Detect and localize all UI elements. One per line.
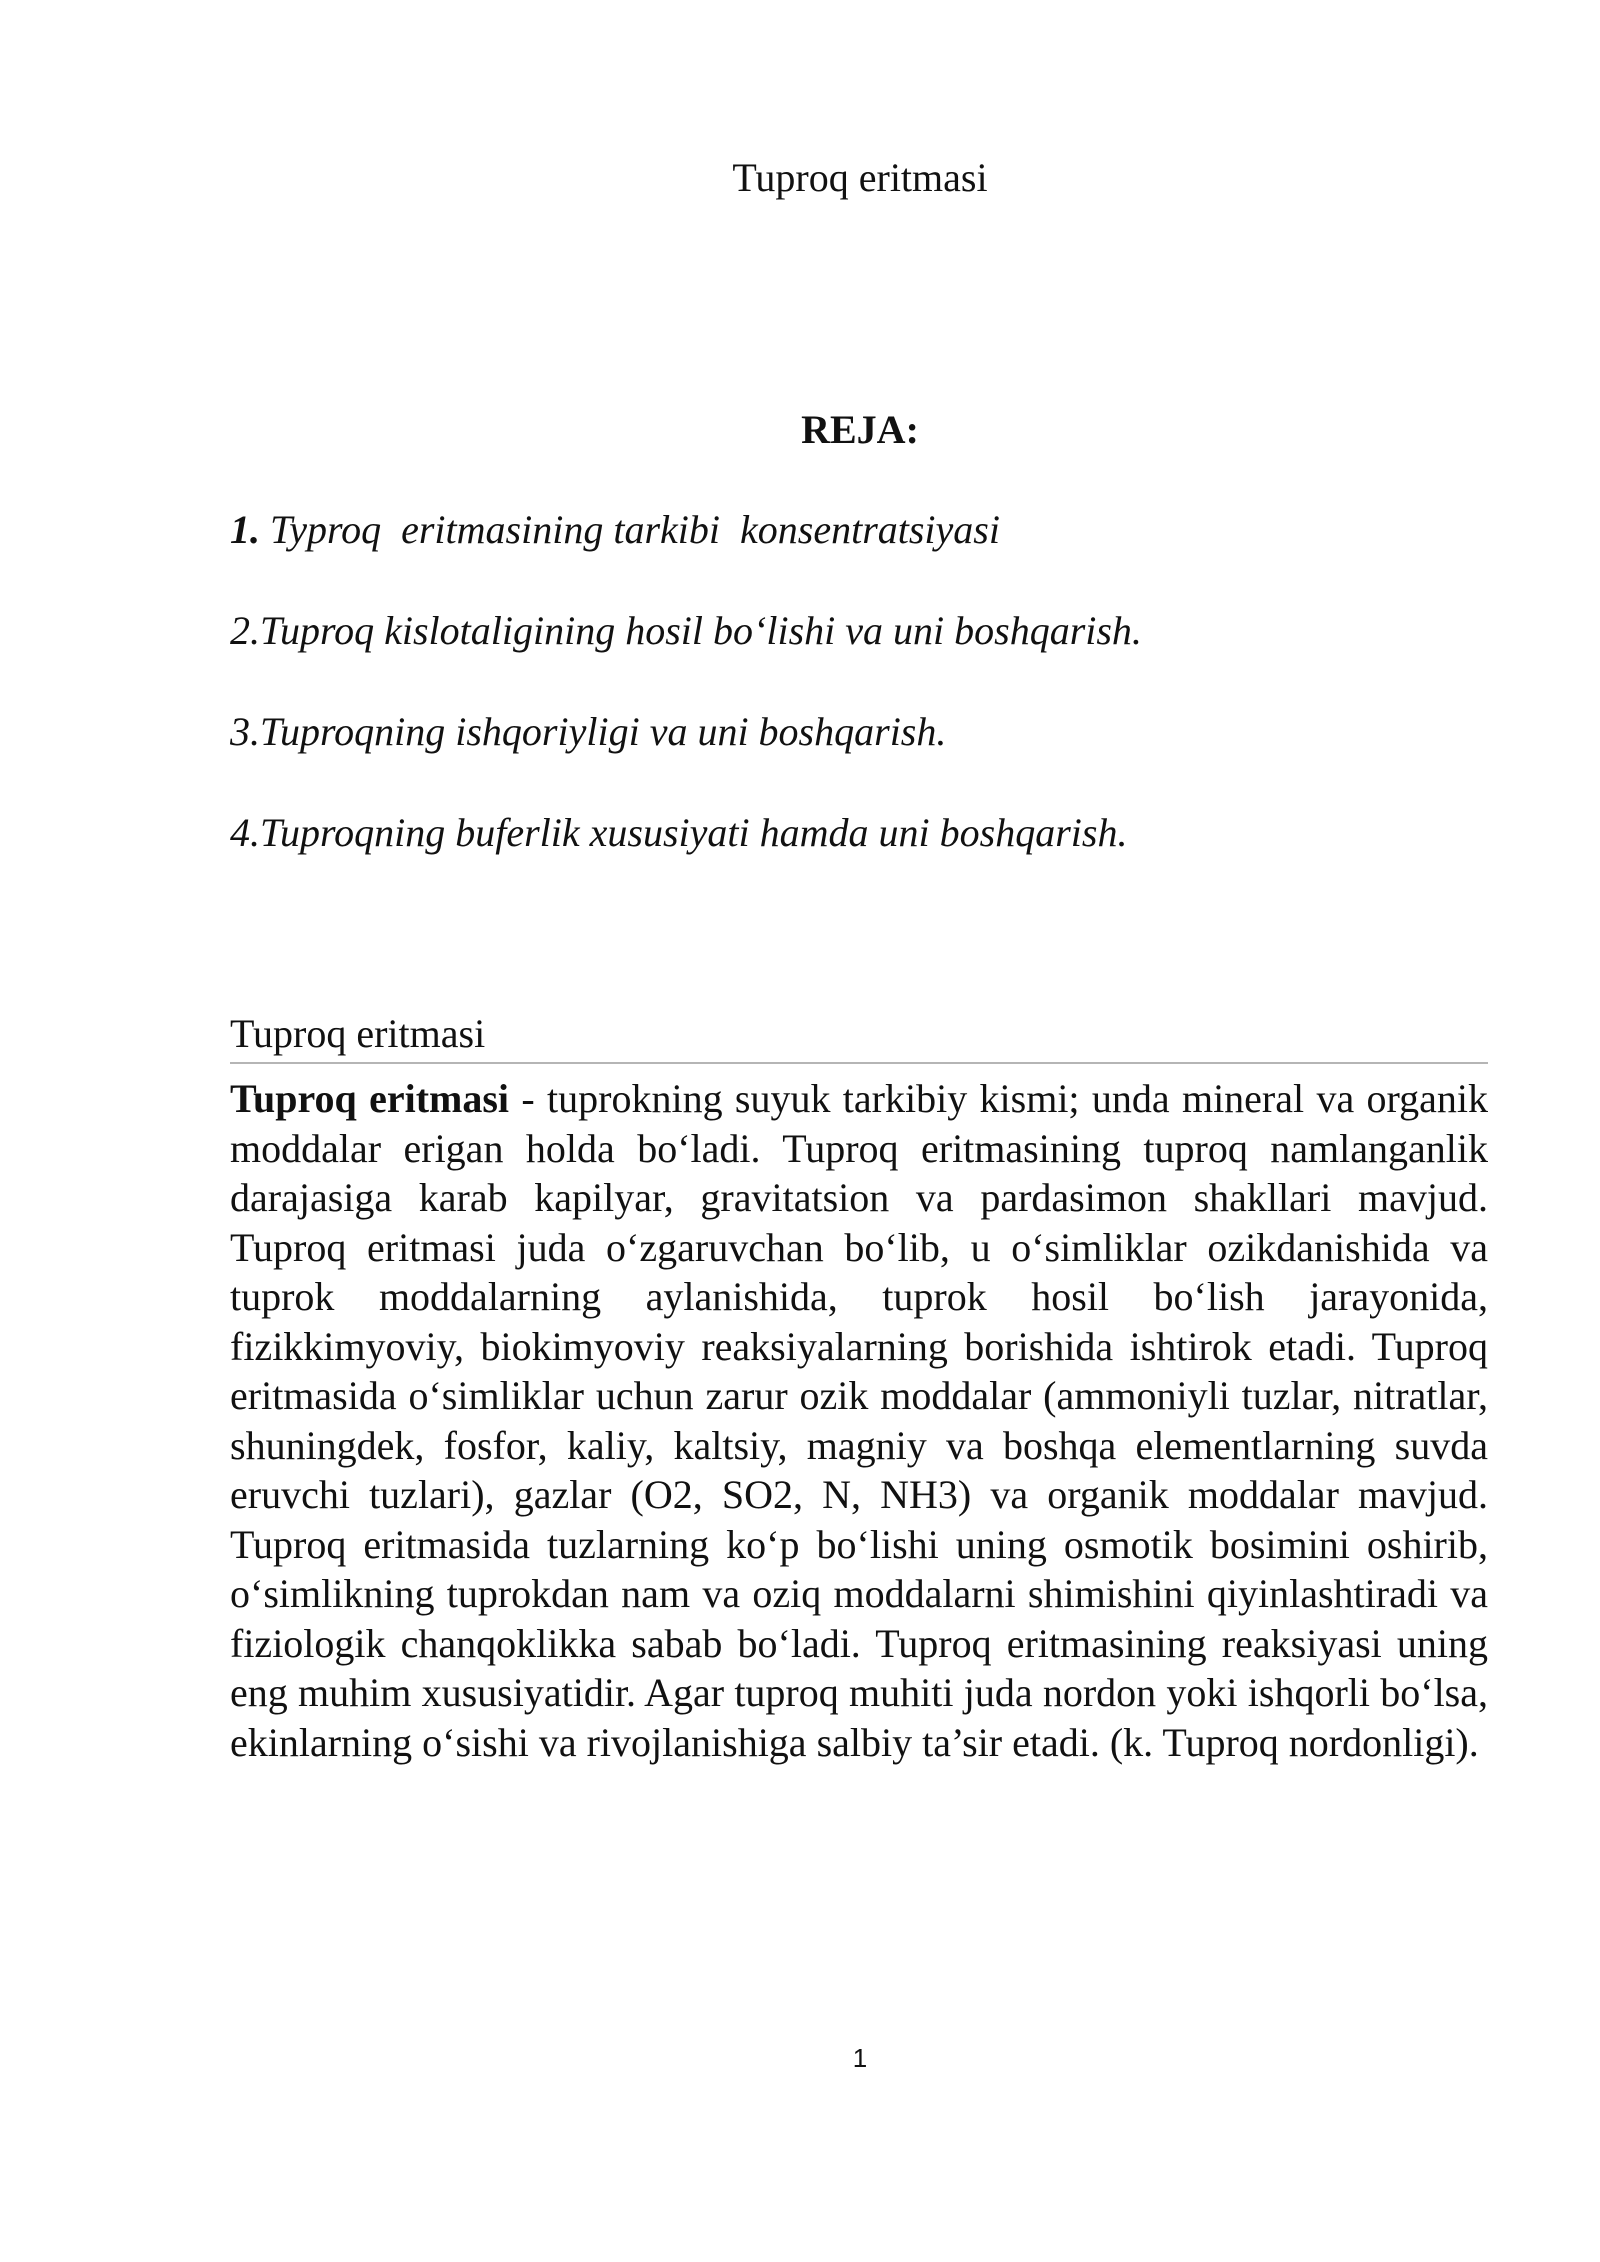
- plan-item-4-number: 4.: [230, 810, 260, 855]
- body-paragraph: [230, 1074, 1488, 1767]
- plan-item-1-number: 1.: [230, 507, 260, 552]
- section-heading: Tuproq eritmasi: [230, 1006, 1488, 1064]
- plan-item-3-number: 3.: [230, 709, 260, 754]
- page-number: 1: [852, 2043, 868, 2073]
- plan-list: [230, 502, 1490, 906]
- plan-item-3: [230, 704, 1490, 760]
- plan-item-1-text: Typroq eritmasining tarkibi konsentratsiyasi: [260, 507, 1000, 552]
- plan-item-2: [230, 603, 1490, 659]
- plan-item-2-number: 2.: [230, 608, 260, 653]
- plan-item-4-text: Tuproqning buferlik xususiyati hamda uni boshqarish.: [260, 810, 1128, 855]
- plan-item-4: [230, 805, 1490, 861]
- plan-item-2-text: Tuproq kislotaligining hosil bo‘lishi va uni boshqarish.: [260, 608, 1142, 653]
- document-title: Tuproq eritmasi: [732, 155, 988, 200]
- body-term: Tuproq eritmasi: [230, 1076, 510, 1121]
- body-text: - tuprokning suyuk tarkibiy kismi; unda mineral va organik moddalar erigan holda bo‘ladi. Tuproq eritmasining tuproq namlanganlik darajasiga karab kapilyar, gravitatsion va pardasimon shakllari mavjud. Tuproq eritmasi juda o‘zgaruvchan bo‘lib, u o‘simliklar ozikdanishida va tuprok moddalarning aylanishida, tuprok hosil bo‘lish jarayonida, fizikkimyoviy, biokimyoviy reaksiyalarning borishida ishtirok etadi. Tuproq eritmasida o‘simliklar uchun zarur ozik moddalar (ammoniyli tuzlar, nitratlar, shuningdek, fosfor, kaliy, kaltsiy, magniy va boshqa elementlarning suvda eruvchi tuzlari), gazlar (O2, SO2, N, NH3) va organik moddalar mavjud. Tuproq eritmasida tuzlarning ko‘p bo‘lishi uning osmotik bosimini oshirib, o‘simlikning tuprokdan nam va oziq moddalarni shimishini qiyinlashtiradi va fiziologik chanqoklikka sabab bo‘ladi. Tuproq eritmasining reaksiyasi uning eng muhim xususiyatidir. Agar tuproq muhiti juda nordon yoki ishqorli bo‘lsa, ekinlarning o‘sishi va rivojlanishiga salbiy ta’sir etadi. (k. Tuproq nordonligi).: [230, 1076, 1488, 1765]
- plan-heading: REJA:: [801, 407, 919, 452]
- plan-item-1: [230, 502, 1490, 558]
- plan-item-3-text: Tuproqning ishqoriyligi va uni boshqarish.: [260, 709, 947, 754]
